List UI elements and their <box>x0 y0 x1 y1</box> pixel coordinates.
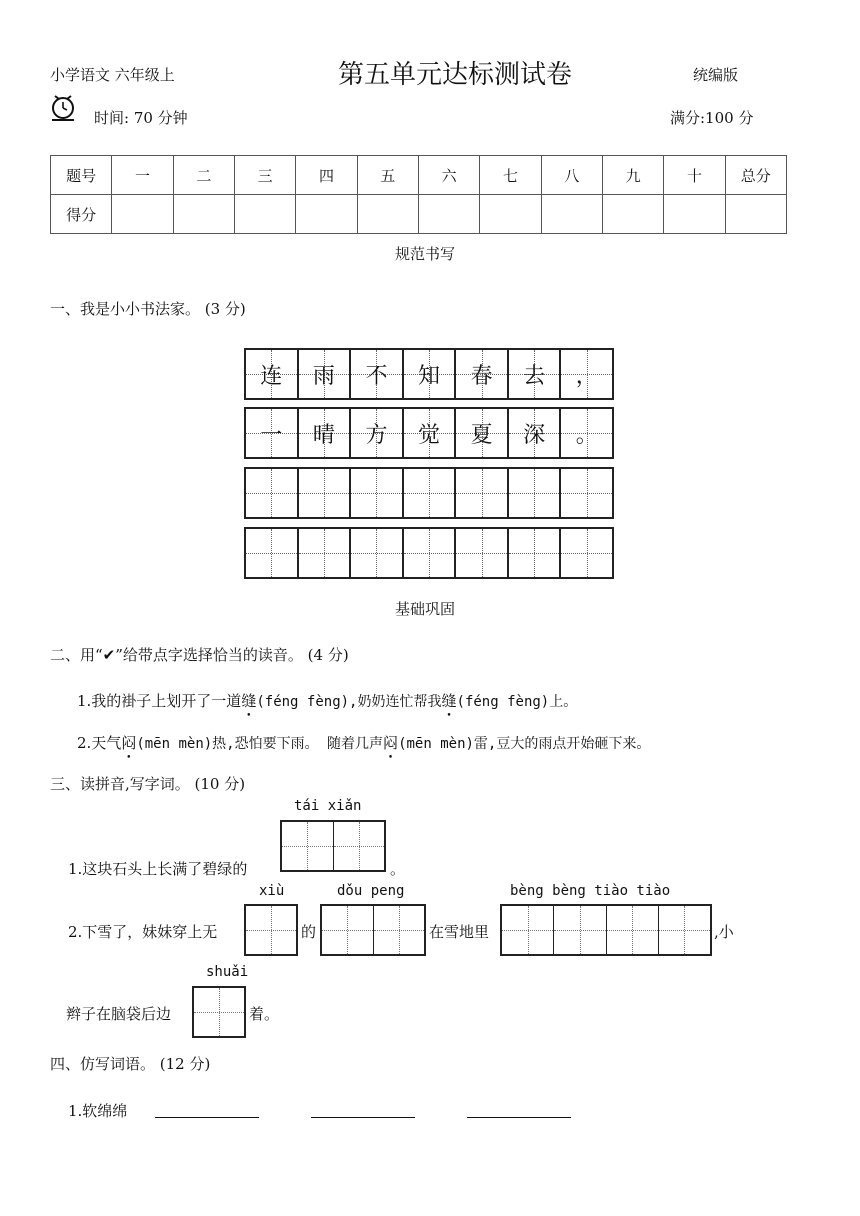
writing-cell[interactable] <box>561 529 612 577</box>
writing-cell[interactable] <box>456 469 509 517</box>
grid-cell: 夏 <box>456 409 509 457</box>
writing-cell[interactable] <box>509 469 562 517</box>
table-cell: 五 <box>357 156 418 195</box>
pinyin-label: bèng bèng tiào tiào <box>510 883 671 899</box>
table-cell: 三 <box>234 156 295 195</box>
writing-cell[interactable] <box>456 529 509 577</box>
grid-cell: 连 <box>246 350 299 398</box>
table-cell: 一 <box>112 156 173 195</box>
score-table <box>50 155 787 234</box>
question-1-title: 一、我是小小书法家。 (3 分) <box>50 300 246 318</box>
grid-cell: 方 <box>351 409 404 457</box>
dotted-character: 闷 <box>121 734 137 752</box>
answer-box[interactable] <box>192 986 246 1038</box>
question-3-item-3-text: 辫子在脑袋后边 <box>66 1005 172 1023</box>
pinyin-choice[interactable]: (mēn mèn)热,恐怕要下雨。 随着几声 <box>136 736 384 752</box>
table-cell: 七 <box>480 156 541 195</box>
question-2-item-2: 2.天气闷(mēn mèn)热,恐怕要下雨。 随着几声闷(mēn mèn)雷,豆大的雨点开始砸下来。 <box>77 734 651 752</box>
question-3-item-1-text: 1.这块石头上长满了碧绿的 <box>68 860 248 878</box>
pinyin-label: xiù <box>259 883 285 899</box>
dotted-character: 闷 <box>383 734 399 752</box>
score-input-cell[interactable] <box>418 195 479 234</box>
calligraphy-practice-row[interactable] <box>244 527 614 579</box>
writing-cell[interactable] <box>299 529 352 577</box>
table-cell: 十 <box>664 156 725 195</box>
table-cell: 二 <box>173 156 234 195</box>
grid-cell: 。 <box>561 409 612 457</box>
score-input-cell[interactable] <box>480 195 541 234</box>
writing-cell[interactable] <box>351 529 404 577</box>
writing-cell[interactable] <box>404 529 457 577</box>
answer-blank[interactable] <box>155 1117 259 1118</box>
answer-blank[interactable] <box>311 1117 415 1118</box>
question-3-title: 三、读拼音,写字词。 (10 分) <box>50 775 246 793</box>
question-3-item-2-text: ,小 <box>714 923 734 941</box>
question-3-item-2-text: 2.下雪了，妹妹穿上无 <box>68 923 218 941</box>
calligraphy-practice-row[interactable] <box>244 467 614 519</box>
table-cell: 题号 <box>51 156 112 195</box>
grid-cell: 雨 <box>299 350 352 398</box>
table-cell: 九 <box>602 156 663 195</box>
table-cell: 总分 <box>725 156 786 195</box>
edition-label: 统编版 <box>693 66 739 84</box>
question-4-item-1: 1.软绵绵 <box>68 1102 128 1120</box>
answer-box[interactable] <box>320 904 426 956</box>
answer-box[interactable] <box>280 820 386 872</box>
grid-cell: 觉 <box>404 409 457 457</box>
pinyin-label: tái xiǎn <box>294 798 362 814</box>
score-input-cell[interactable] <box>725 195 786 234</box>
grid-cell: 去 <box>509 350 562 398</box>
table-row <box>51 156 787 195</box>
grid-cell: 深 <box>509 409 562 457</box>
pinyin-choice[interactable]: (féng fèng)上。 <box>456 694 578 710</box>
writing-cell[interactable] <box>299 469 352 517</box>
table-cell: 得分 <box>51 195 112 234</box>
score-input-cell[interactable] <box>664 195 725 234</box>
score-input-cell[interactable] <box>602 195 663 234</box>
grid-cell: 春 <box>456 350 509 398</box>
subject-label: 小学语文 六年级上 <box>50 66 175 84</box>
question-3-item-2-text: 在雪地里 <box>429 923 490 941</box>
writing-cell[interactable] <box>561 469 612 517</box>
punctuation: 。 <box>390 860 406 878</box>
pinyin-choice[interactable]: (mēn mèn)雷,豆大的雨点开始砸下来。 <box>398 736 651 752</box>
question-4-title: 四、仿写词语。 (12 分) <box>50 1055 211 1073</box>
question-3-item-3-text: 着。 <box>249 1005 280 1023</box>
calligraphy-row-1 <box>244 348 614 400</box>
score-input-cell[interactable] <box>541 195 602 234</box>
question-2-item-1: 1.我的褂子上划开了一道缝(féng fèng),奶奶连忙帮我缝(féng fèng)上。 <box>77 692 578 710</box>
writing-cell[interactable] <box>509 529 562 577</box>
answer-box[interactable] <box>500 904 712 956</box>
table-cell: 八 <box>541 156 602 195</box>
table-cell: 四 <box>296 156 357 195</box>
grid-cell: 不 <box>351 350 404 398</box>
grid-cell: 知 <box>404 350 457 398</box>
question-3-item-2-text: 的 <box>301 923 317 941</box>
dotted-character: 缝 <box>241 692 257 710</box>
score-input-cell[interactable] <box>234 195 295 234</box>
pinyin-label: dǒu peng <box>337 883 405 899</box>
full-score-label: 满分:100 分 <box>670 109 754 127</box>
pinyin-label: shuǎi <box>206 964 249 980</box>
score-input-cell[interactable] <box>296 195 357 234</box>
writing-cell[interactable] <box>246 529 299 577</box>
section-heading: 基础巩固 <box>395 600 456 618</box>
alarm-clock-icon <box>50 92 76 122</box>
table-cell: 六 <box>418 156 479 195</box>
writing-cell[interactable] <box>404 469 457 517</box>
grid-cell: 晴 <box>299 409 352 457</box>
score-input-cell[interactable] <box>357 195 418 234</box>
time-label: 时间: 70 分钟 <box>94 109 188 127</box>
question-2-title: 二、用“✔”给带点字选择恰当的读音。 (4 分) <box>50 646 349 664</box>
score-input-cell[interactable] <box>112 195 173 234</box>
table-row <box>51 195 787 234</box>
section-heading: 规范书写 <box>395 245 456 263</box>
calligraphy-row-2 <box>244 407 614 459</box>
writing-cell[interactable] <box>246 469 299 517</box>
grid-cell: 一 <box>246 409 299 457</box>
score-input-cell[interactable] <box>173 195 234 234</box>
dotted-character: 缝 <box>441 692 457 710</box>
pinyin-choice[interactable]: (féng fèng),奶奶连忙帮我 <box>256 694 442 710</box>
writing-cell[interactable] <box>351 469 404 517</box>
answer-blank[interactable] <box>467 1117 571 1118</box>
grid-cell: ， <box>561 350 612 398</box>
answer-box[interactable] <box>244 904 298 956</box>
page-title: 第五单元达标测试卷 <box>338 60 573 90</box>
